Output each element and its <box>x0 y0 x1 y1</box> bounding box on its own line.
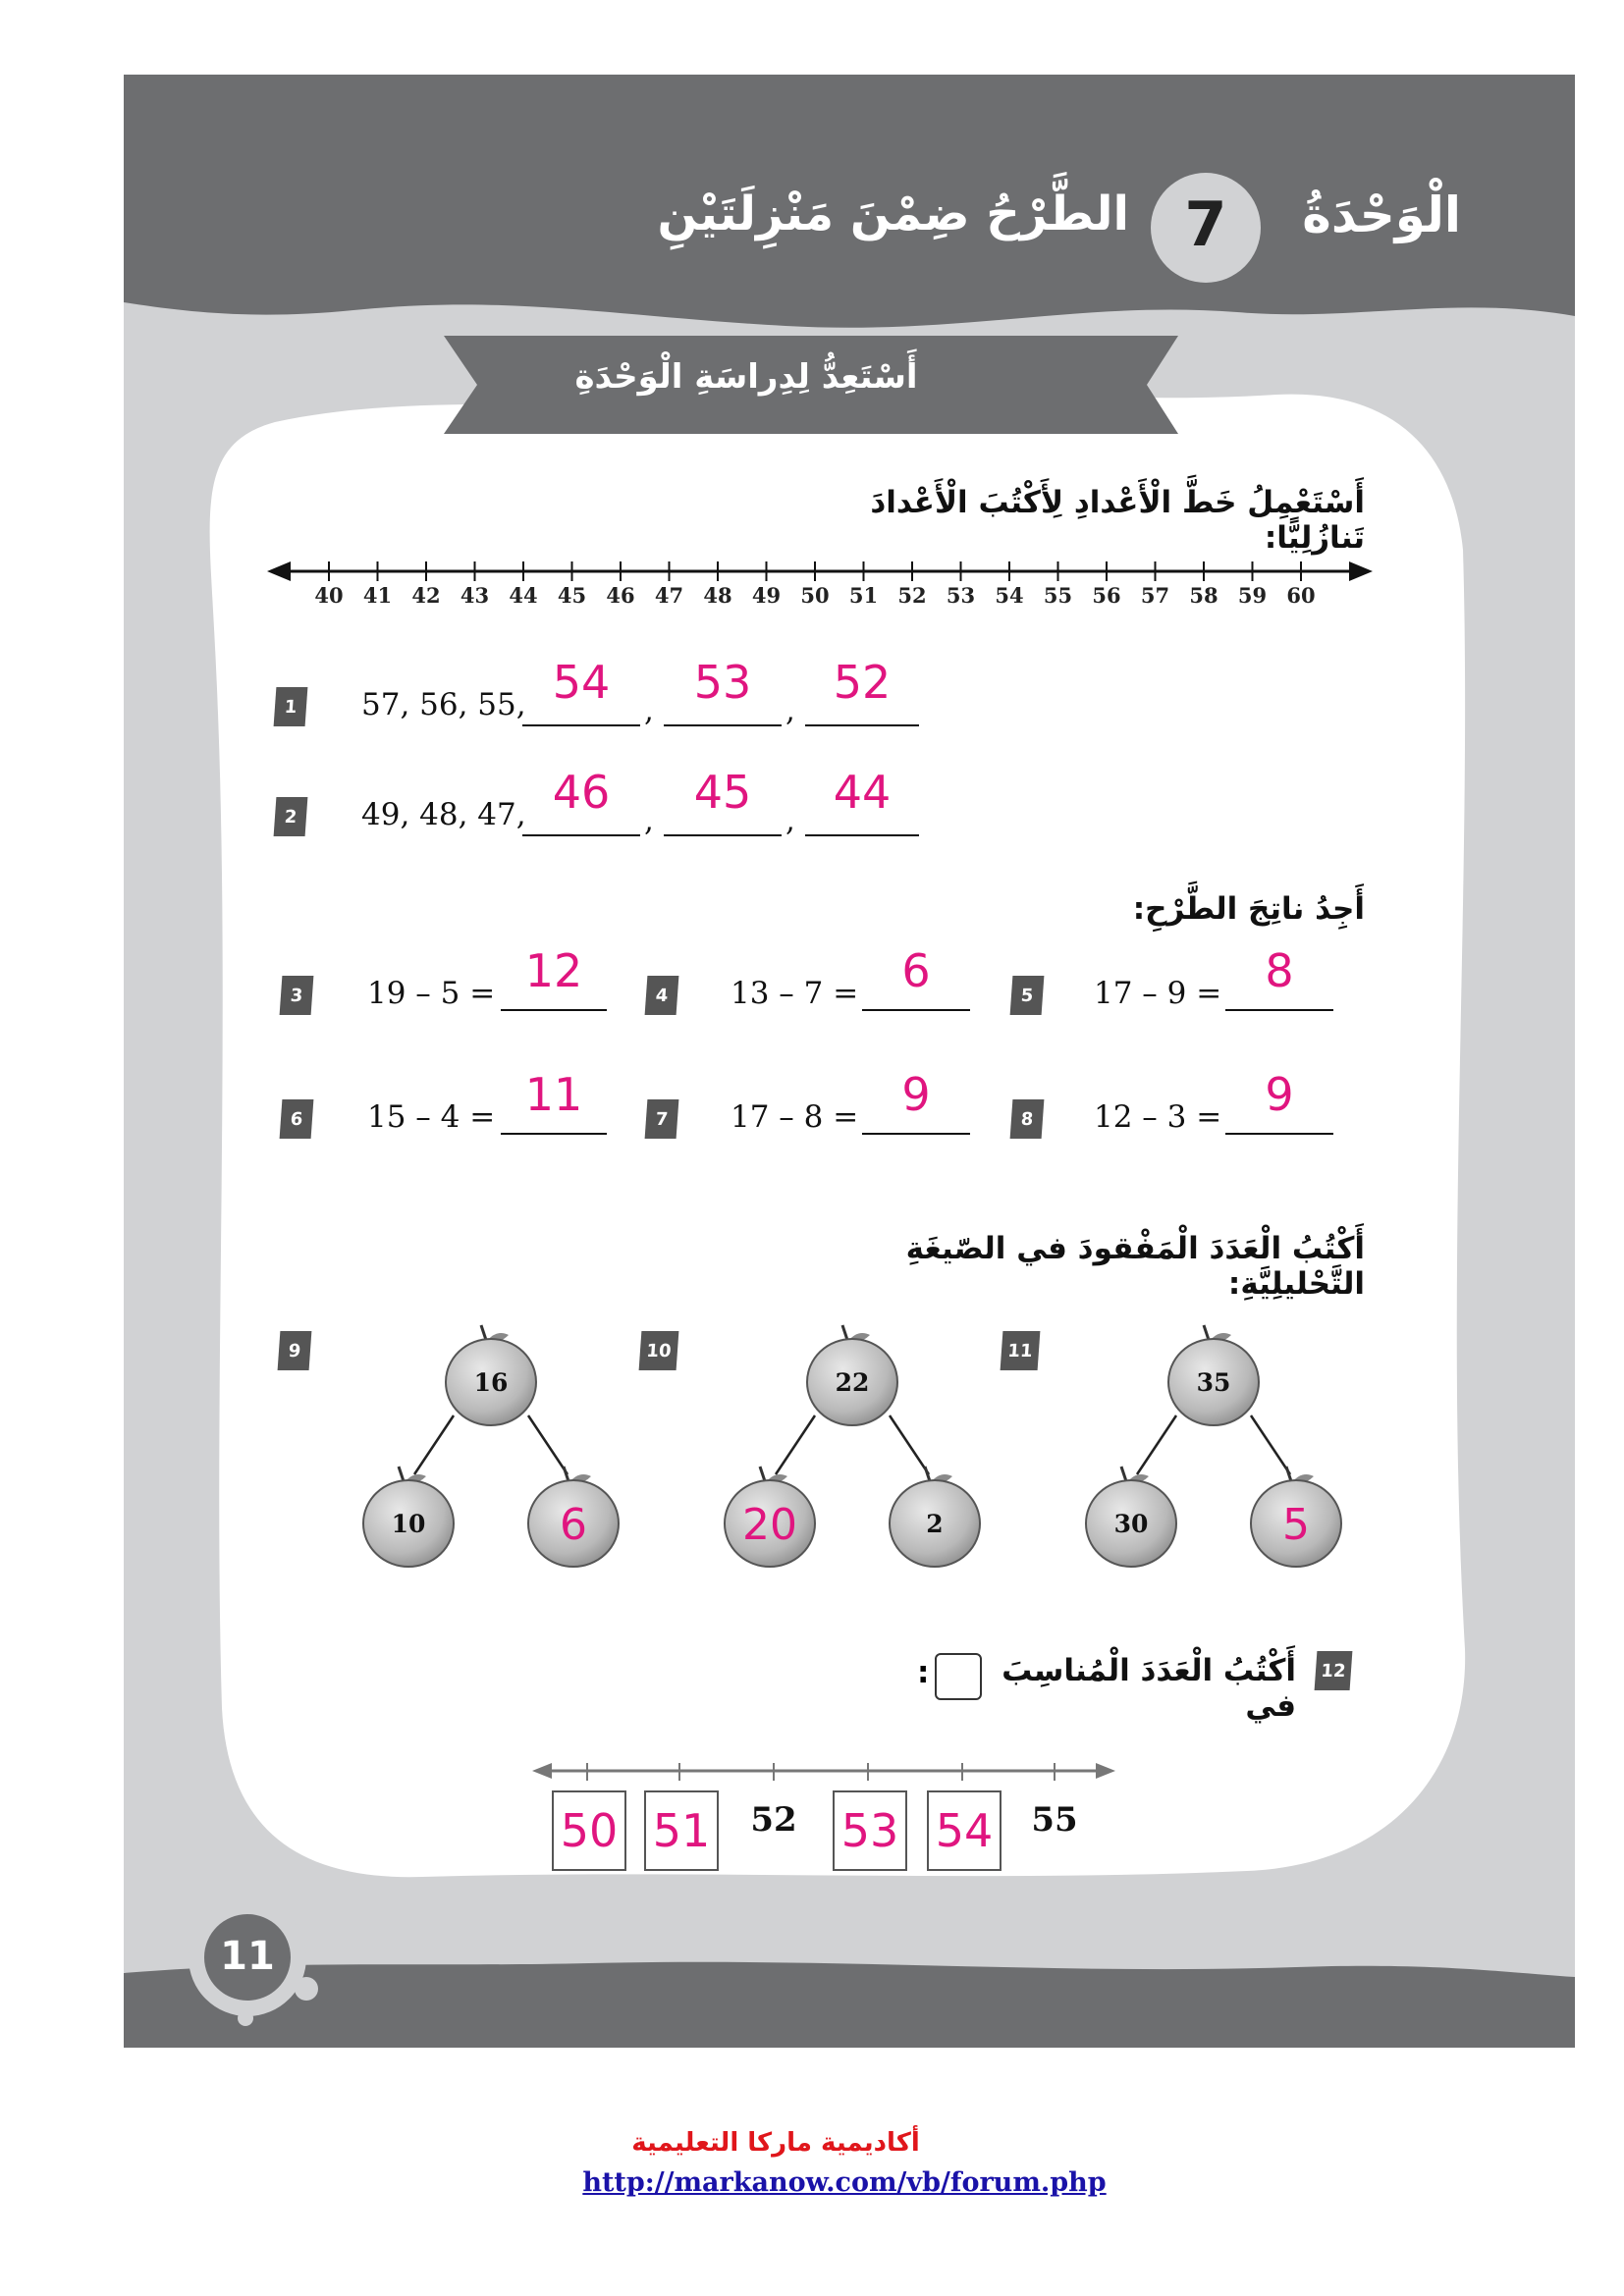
answer-cell[interactable]: 51 <box>644 1790 719 1871</box>
number-line-label: 42 <box>411 583 441 608</box>
section4-instruction: أَكْتُبُ الْعَدَدَ الْمُناسِبَ في <box>1001 1653 1296 1724</box>
apple-right-value: 5 <box>1282 1500 1310 1550</box>
q1-blank-2 <box>664 724 782 726</box>
number-line-label: 48 <box>703 583 732 608</box>
bond-line <box>776 1415 815 1474</box>
badge-q9: 9 <box>278 1331 312 1370</box>
badge-q6: 6 <box>280 1099 314 1139</box>
given-number: 52 <box>750 1800 797 1840</box>
page-number: 11 <box>220 1934 275 1979</box>
number-line-label: 46 <box>606 583 635 608</box>
unit-number: 7 <box>1184 188 1227 260</box>
badge-q3: 3 <box>280 976 314 1015</box>
q7-answer[interactable]: 9 <box>901 1068 931 1121</box>
q2-comma-1: , <box>644 803 654 838</box>
apple-top-value: 16 <box>473 1368 509 1397</box>
q1-answer-1[interactable]: 54 <box>552 656 611 709</box>
q6-expression: 15 – 4 = <box>367 1099 496 1135</box>
apple-right-value: 2 <box>926 1510 944 1538</box>
q1-blank-3 <box>805 724 919 726</box>
number-line-label: 44 <box>509 583 538 608</box>
number-line-label: 59 <box>1237 583 1268 608</box>
q3-blank <box>501 1009 607 1011</box>
number-line-label: 51 <box>848 583 879 608</box>
number-line-label: 60 <box>1286 583 1316 608</box>
q2-blank-3 <box>805 834 919 836</box>
q1-answer-2[interactable]: 53 <box>693 656 752 709</box>
answer-box-icon <box>935 1653 982 1700</box>
bond-line <box>890 1415 929 1474</box>
left-arrow-icon <box>267 561 291 581</box>
q8-answer[interactable]: 9 <box>1265 1068 1294 1121</box>
number-line-label: 45 <box>557 583 587 608</box>
q1-comma-2: , <box>785 693 795 728</box>
section2-instruction: أَجِدُ ناتِجَ الطَّرْحِ: <box>1132 891 1365 927</box>
number-line-label: 43 <box>460 583 490 608</box>
bond-line <box>1251 1415 1290 1474</box>
q5-answer[interactable]: 8 <box>1265 944 1294 997</box>
apple-top-value: 35 <box>1196 1368 1231 1397</box>
number-line-label: 40 <box>314 583 344 608</box>
banner-title: أَسْتَعِدُّ لِدِراسَةِ الْوَحْدَةِ <box>574 357 918 397</box>
number-line-label: 56 <box>1092 583 1121 608</box>
answer-cell[interactable]: 53 <box>833 1790 907 1871</box>
q7-blank <box>862 1133 970 1135</box>
q1-blank-1 <box>522 724 640 726</box>
q4-expression: 13 – 7 = <box>731 976 859 1011</box>
number-line-label: 55 <box>1043 583 1073 608</box>
footer-academy: أكاديمية ماركا التعليمية <box>631 2128 920 2158</box>
number-line-label: 47 <box>654 583 684 608</box>
q2-answer-3[interactable]: 44 <box>833 766 892 819</box>
right-arrow-icon <box>1349 561 1373 581</box>
number-bond-trees <box>353 1315 1375 1580</box>
q5-expression: 17 – 9 = <box>1094 976 1222 1011</box>
q1-answer-3[interactable]: 52 <box>833 656 892 709</box>
number-line-label: 53 <box>946 583 976 608</box>
apple-left-value: 30 <box>1113 1510 1149 1538</box>
number-line-label: 41 <box>362 583 393 608</box>
q2-answer-2[interactable]: 45 <box>693 766 752 819</box>
bond-line <box>414 1415 454 1474</box>
section3-instruction: أَكْتُبُ الْعَدَدَ الْمَفْقودَ في الصّيغَةِ التَّحْليلِيَّةِ: <box>905 1231 1365 1302</box>
apple-right-value: 6 <box>560 1500 587 1550</box>
badge-q7: 7 <box>645 1099 679 1139</box>
q6-blank <box>501 1133 607 1135</box>
badge-q4: 4 <box>645 976 679 1015</box>
number-line-label: 52 <box>897 583 927 608</box>
badge-q10: 10 <box>639 1331 679 1370</box>
unit-title: الطَّرْحُ ضِمْنَ مَنْزِلَتَيْنِ <box>657 187 1129 241</box>
q2-blank-2 <box>664 834 782 836</box>
q3-expression: 19 – 5 = <box>367 976 496 1011</box>
badge-q12: 12 <box>1315 1651 1353 1690</box>
q2-sequence: 49, 48, 47, <box>361 797 526 832</box>
given-number: 55 <box>1031 1800 1078 1840</box>
q2-comma-2: , <box>785 803 795 838</box>
small-number-line <box>530 1753 1119 1792</box>
apple-top-value: 22 <box>835 1368 870 1397</box>
q6-answer[interactable]: 11 <box>524 1068 583 1121</box>
bond-line <box>528 1415 568 1474</box>
q4-answer[interactable]: 6 <box>901 944 931 997</box>
answer-cell[interactable]: 50 <box>552 1790 626 1871</box>
badge-q8: 8 <box>1010 1099 1045 1139</box>
number-line-label: 49 <box>751 583 782 608</box>
right-arrow-icon <box>1096 1763 1115 1779</box>
q4-blank <box>862 1009 970 1011</box>
badge-q11: 11 <box>1001 1331 1041 1370</box>
q1-sequence: 57, 56, 55, <box>361 687 526 722</box>
q2-answer-1[interactable]: 46 <box>552 766 611 819</box>
left-arrow-icon <box>532 1763 552 1779</box>
q3-answer[interactable]: 12 <box>524 944 583 997</box>
section1-instruction: أَسْتَعْمِلُ خَطَّ الْأَعْدادِ لِأَكْتُبَ الْأَعْدادَ تَنازُلِيًّا: <box>870 485 1365 556</box>
number-line-label: 57 <box>1140 583 1170 608</box>
badge-q1: 1 <box>274 687 308 726</box>
section4-colon: : <box>917 1655 930 1690</box>
badge-q2: 2 <box>274 797 308 836</box>
q7-expression: 17 – 8 = <box>731 1099 859 1135</box>
q2-blank-1 <box>522 834 640 836</box>
q8-blank <box>1225 1133 1333 1135</box>
apple-left-value: 20 <box>742 1500 797 1550</box>
bond-line <box>1137 1415 1176 1474</box>
number-line-label: 50 <box>800 583 830 608</box>
unit-word: الْوَحْدَةُ <box>1302 187 1461 243</box>
footer-link[interactable]: http://markanow.com/vb/forum.php <box>582 2167 1107 2198</box>
number-line-label: 54 <box>995 583 1024 608</box>
q8-expression: 12 – 3 = <box>1094 1099 1222 1135</box>
apple-left-value: 10 <box>391 1510 426 1538</box>
answer-cell[interactable]: 54 <box>927 1790 1001 1871</box>
number-line-label: 58 <box>1189 583 1218 608</box>
q1-comma-1: , <box>644 693 654 728</box>
q5-blank <box>1225 1009 1333 1011</box>
badge-q5: 5 <box>1010 976 1045 1015</box>
